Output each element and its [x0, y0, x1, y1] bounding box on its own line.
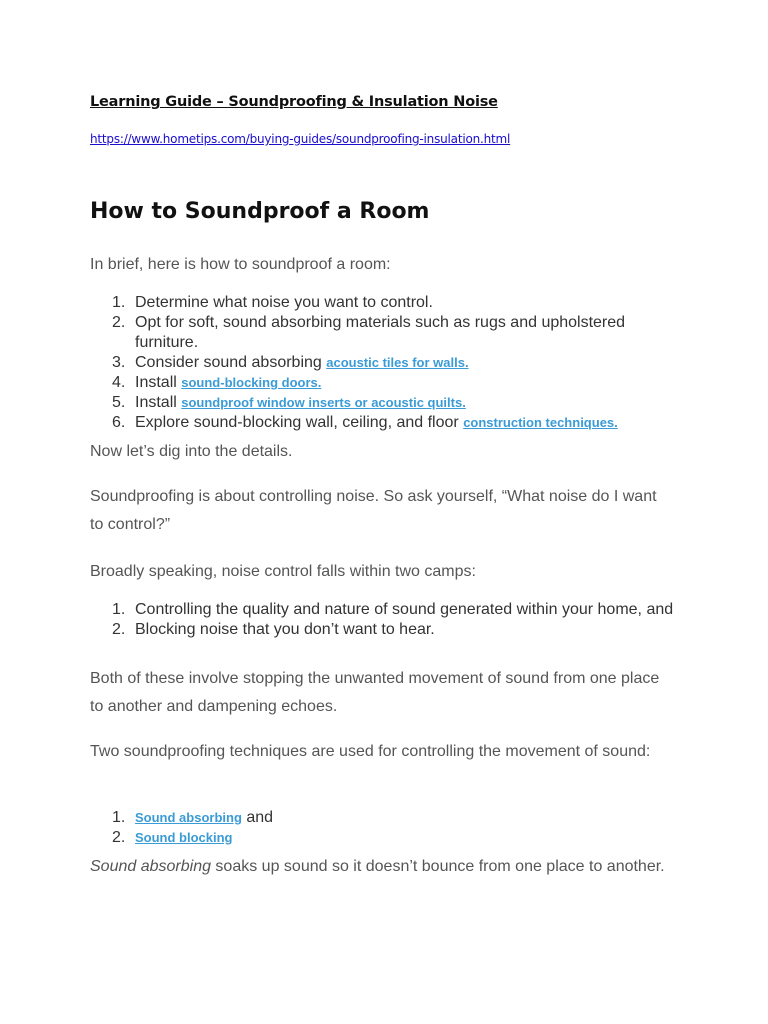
step-text: Consider sound absorbing — [135, 354, 327, 371]
step-text: Opt for soft, sound absorbing materials such as rugs and upholstered furniture. — [135, 314, 626, 351]
step-text: Install — [135, 374, 182, 391]
document-title: Learning Guide – Soundproofing & Insulation Noise — [90, 94, 498, 110]
list-item: 2. Blocking noise that you don’t want to hear. — [112, 621, 435, 638]
construction-techniques-link[interactable]: construction techniques. — [463, 415, 618, 430]
list-item: 3. Consider sound absorbing acoustic tiles for walls. — [112, 354, 469, 371]
sound-blocking-doors-link[interactable]: sound-blocking doors. — [181, 375, 322, 390]
step-text: Determine what noise you want to control. — [135, 294, 433, 311]
sound-blocking-link[interactable]: Sound blocking — [135, 830, 233, 845]
details-intro-paragraph: Now let’s dig into the details. — [90, 443, 293, 460]
acoustic-tiles-link[interactable]: acoustic tiles for walls. — [326, 355, 469, 370]
sound-absorbing-link[interactable]: Sound absorbing — [135, 810, 242, 825]
intro-paragraph: In brief, here is how to soundproof a room: — [90, 256, 391, 273]
step-text: Install — [135, 394, 182, 411]
list-item: 2. Opt for soft, sound absorbing materials such as rugs and upholstered furniture. — [112, 314, 626, 351]
list-item: 1. Determine what noise you want to control. — [112, 294, 433, 311]
absorb-paragraph — [90, 853, 670, 881]
steps-list — [90, 293, 690, 433]
list-item: 1. Controlling the quality and nature of sound generated within your home, and — [112, 601, 674, 618]
page-heading: How to Soundproof a Room — [90, 199, 430, 224]
techniques-paragraph: Two soundproofing techniques are used for controlling the movement of sound: — [90, 743, 651, 760]
list-item: 5. Install soundproof window inserts or acoustic quilts. — [112, 394, 466, 411]
techniques-list — [90, 808, 690, 848]
absorb-text: soaks up sound so it doesn’t bounce from one place to another. — [210, 858, 665, 875]
technique-text: and — [241, 809, 274, 826]
control-paragraph: Soundproofing is about controlling noise. So ask yourself, “What noise do I want to control?” — [90, 488, 657, 533]
camp-text: Controlling the quality and nature of sound generated within your home, and — [135, 601, 674, 618]
camps-paragraph: Broadly speaking, noise control falls within two camps: — [90, 563, 476, 580]
list-item: 1. Sound absorbing and — [112, 809, 274, 826]
list-item: 4. Install sound-blocking doors. — [112, 374, 322, 391]
window-inserts-link[interactable]: soundproof window inserts or acoustic quilts. — [181, 395, 466, 410]
step-text: Explore sound-blocking wall, ceiling, and floor — [135, 414, 464, 431]
both-paragraph: Both of these involve stopping the unwanted movement of sound from one place to another and dampening echoes. — [90, 670, 660, 715]
list-item: 6. Explore sound-blocking wall, ceiling, and floor construction techniques. — [112, 414, 618, 431]
absorb-term: Sound absorbing — [90, 858, 211, 875]
source-url-link[interactable]: https://www.hometips.com/buying-guides/soundproofing-insulation.html — [90, 132, 511, 146]
list-item: 2. Sound blocking — [112, 829, 233, 846]
camps-list — [90, 600, 690, 640]
camp-text: Blocking noise that you don’t want to hear. — [135, 621, 435, 638]
